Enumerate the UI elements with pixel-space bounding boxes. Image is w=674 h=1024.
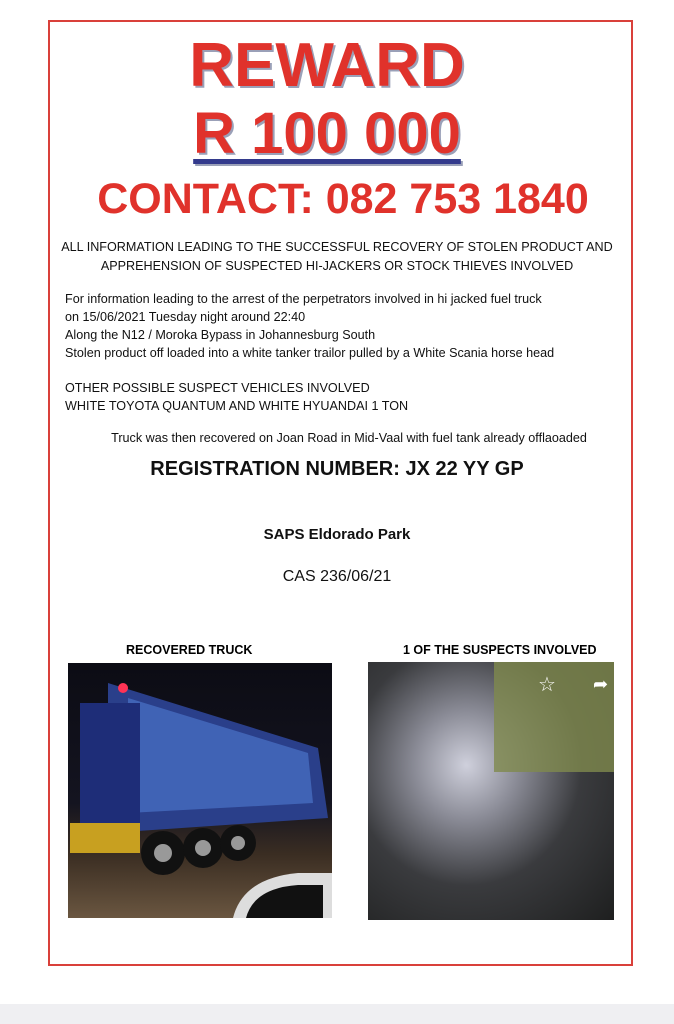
vehicles-line: WHITE TOYOTA QUANTUM AND WHITE HYUANDAI 1 TON: [65, 399, 409, 413]
share-icon[interactable]: ➦: [593, 674, 609, 694]
registration-number: REGISTRATION NUMBER: JX 22 YY GP: [150, 458, 524, 480]
case-number: CAS 236/06/21: [282, 568, 392, 585]
recovered-line: Truck was then recovered on Joan Road in Mid-Vaal with fuel tank already offlaoaded: [111, 431, 587, 445]
truck-illustration: [68, 663, 332, 918]
intro-line: ALL INFORMATION LEADING TO THE SUCCESSFUL RECOVERY OF STOLEN PRODUCT AND: [61, 240, 613, 254]
vehicles-line: OTHER POSSIBLE SUSPECT VEHICLES INVOLVED: [65, 381, 370, 395]
detail-line: Stolen product off loaded into a white tanker trailor pulled by a White Scania horse head: [65, 346, 555, 360]
contact-number: CONTACT: 082 753 1840: [97, 175, 589, 223]
detail-line: Along the N12 / Moroka Bypass in Johannesburg South: [65, 328, 376, 342]
reward-title: REWARD: [189, 31, 465, 100]
reward-amount: [0, 100, 664, 167]
caption-recovered-truck: RECOVERED TRUCK: [126, 643, 253, 657]
police-station: SAPS Eldorado Park: [263, 526, 411, 543]
caption-suspect: 1 OF THE SUSPECTS INVOLVED: [403, 643, 597, 657]
intro-line: APPREHENSION OF SUSPECTED HI-JACKERS OR STOCK THIEVES INVOLVED: [100, 259, 574, 273]
star-icon[interactable]: ☆: [538, 674, 556, 696]
detail-line: on 15/06/2021 Tuesday night around 22:40: [65, 310, 306, 324]
suspect-photo: [368, 662, 614, 920]
detail-line: For information leading to the arrest of the perpetrators involved in hi jacked fuel truck: [65, 292, 542, 306]
reward-amount-text: R 100 000: [193, 101, 461, 166]
recovered-truck-photo: [68, 663, 332, 918]
